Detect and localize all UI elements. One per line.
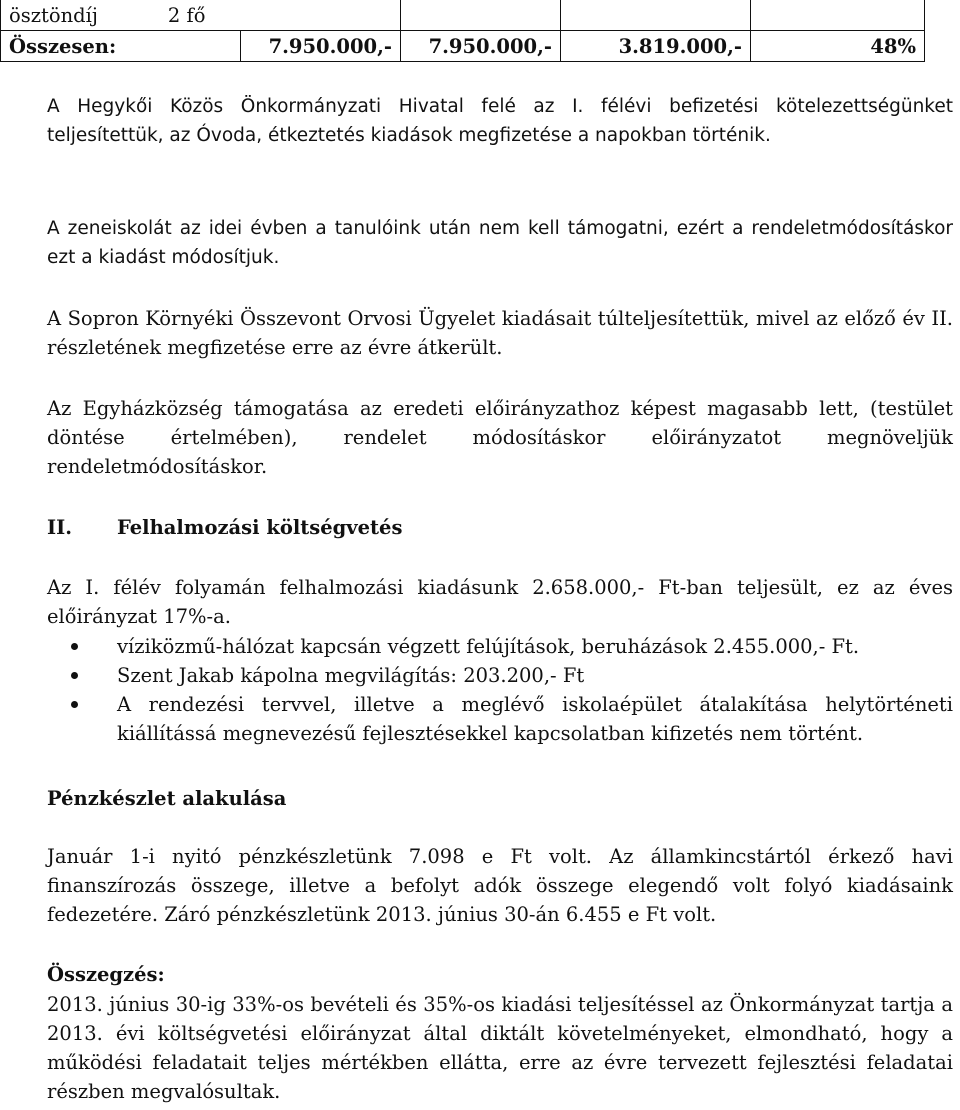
paragraph-penzkeszlet: Január 1-i nyitó pénzkészletünk 7.098 e Ft volt. Az államkincstártól érkező havi finanszírozás összege, illetve a befolyt adók összege elegendő volt folyó kiadásaink fedezetére. Záró pénzkészletünk 2013. június 30-án 6.455 e Ft volt.	[47, 845, 953, 926]
table-cell	[241, 0, 401, 31]
table-cell-value-1: 7.950.000,-	[241, 31, 401, 62]
bullet-icon	[71, 701, 78, 708]
paragraph-zeneiskola: A zeneiskolát az idei évben a tanulóink után nem kell támogatni, ezért a rendeletmódosításkor ezt a kiadást módosítjuk.	[47, 218, 953, 268]
list-item: Szent Jakab kápolna megvilágítás: 203.200,- Ft	[47, 661, 953, 690]
table-cell-label: ösztöndíj 2 fő	[1, 0, 241, 31]
heading-penzkeszlet: Pénzkészlet alakulása	[47, 787, 287, 810]
table-row	[1, 0, 925, 31]
section-heading-felhalmozasi	[47, 513, 402, 542]
paragraph-orvosi-ugyelet: A Sopron Környéki Összevont Orvosi Ügyelet kiadásait túlteljesítettük, mivel az előző év II. részletének megfizetése erre az évre átkerült.	[47, 307, 953, 359]
heading-osszegzes: Összegzés:	[47, 963, 165, 986]
table-row-total	[1, 31, 925, 62]
list-item: víziközmű-hálózat kapcsán végzett felújítások, beruházások 2.455.000,- Ft.	[47, 632, 953, 661]
table-cell-percent: 48%	[751, 31, 925, 62]
table-cell	[561, 0, 751, 31]
summary-table	[0, 0, 925, 62]
paragraph-osszegzes: 2013. június 30-ig 33%-os bevételi és 35%-os kiadási teljesítéssel az Önkormányzat tartja a 2013. évi költségvetési előirányzat által diktált követelményeket, elmondható, hogy a működési feladatait teljes mértékben ellátta, erre az évre tervezett fejlesztési feladatai részben megvalósultak.	[47, 993, 953, 1103]
section-number: II.	[47, 516, 73, 539]
paragraph-egyhazkozseg: Az Egyházközség támogatása az eredeti előirányzathoz képest magasabb lett, (testület döntése értelmében), rendelet módosításkor előirányzatot megnöveljük rendeletmódosításkor.	[47, 397, 953, 478]
list-item: A rendezési tervvel, illetve a meglévő iskolaépület átalakítása helytörténeti kiállítássá megnevezésű fejlesztésekkel kapcsolatban kifizetés nem történt.	[47, 690, 953, 748]
table-cell-value-3: 3.819.000,-	[561, 31, 751, 62]
paragraph-felhalmozasi-intro: Az I. félév folyamán felhalmozási kiadásunk 2.658.000,- Ft-ban teljesült, ez az éves előirányzat 17%-a.	[47, 576, 953, 628]
paragraph-hivatal: A Hegykői Közös Önkormányzati Hivatal felé az I. félévi befizetési kötelezettségünket teljesítettük, az Óvoda, étkeztetés kiadások megfizetése a napokban történik.	[47, 96, 953, 146]
bullet-icon	[71, 643, 78, 650]
table-cell	[751, 0, 925, 31]
bullet-list	[47, 632, 953, 748]
table-cell	[401, 0, 561, 31]
bullet-icon	[71, 672, 78, 679]
table-cell-value-2: 7.950.000,-	[401, 31, 561, 62]
section-title: Felhalmozási költségvetés	[117, 516, 403, 539]
table-cell-total-label: Összesen:	[1, 31, 241, 62]
